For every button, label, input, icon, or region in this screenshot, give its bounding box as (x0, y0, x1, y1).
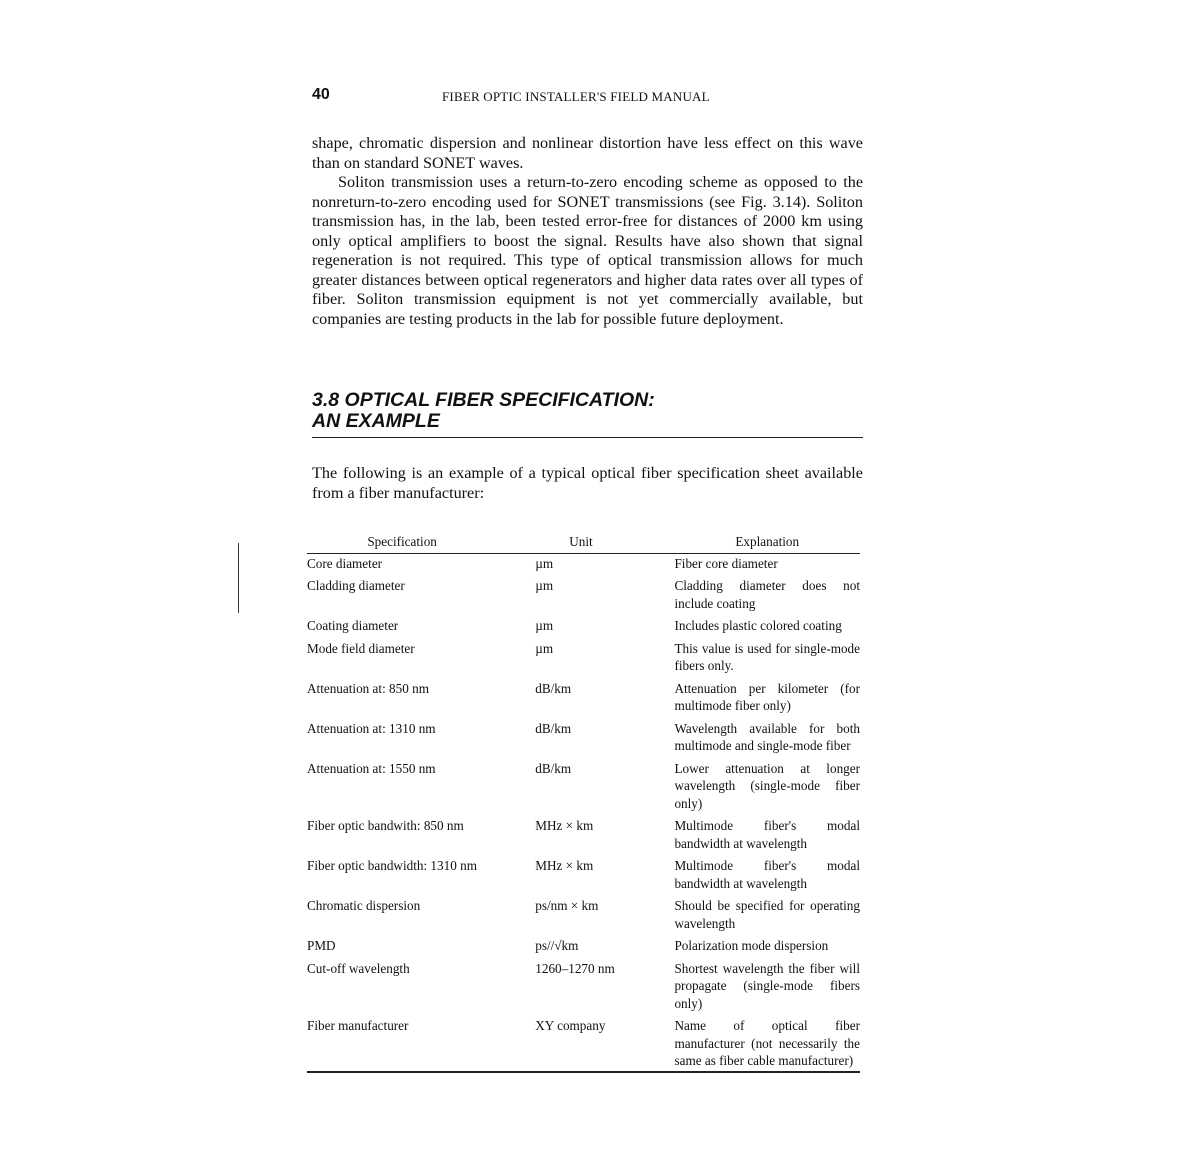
table-row (307, 897, 860, 937)
cell-explanation: Cladding diameter does not include coating (674, 578, 860, 611)
cell-explanation: Polarization mode dispersion (674, 938, 829, 953)
table-row (307, 553, 860, 577)
table-row (307, 857, 860, 897)
cell-explanation: Multimode fiber's modal bandwidth at wavelength (674, 818, 860, 851)
cell-unit: dB/km (535, 760, 572, 776)
cell-spec: Attenuation at: 850 nm (307, 680, 429, 696)
cell-explanation: Shortest wavelength the fiber will propagate (single-mode fibers only) (674, 960, 860, 1011)
cell-spec: Attenuation at: 1310 nm (307, 720, 436, 736)
cell-explanation: Fiber core diameter (674, 555, 778, 571)
cell-spec: PMD (307, 938, 336, 953)
cell-spec: Coating diameter (307, 618, 399, 633)
margin-mark (238, 543, 239, 613)
cell-explanation: Includes plastic colored coating (674, 618, 842, 633)
cell-spec: Fiber manufacturer (307, 1017, 535, 1072)
cell-spec: Attenuation at: 1550 nm (307, 760, 436, 776)
cell-unit: MHz × km (535, 818, 594, 833)
cell-explanation: Should be specified for operating wavelength (674, 898, 860, 931)
table-row (307, 720, 860, 760)
cell-explanation: Lower attenuation at longer wavelength (single-mode fiber only) (674, 760, 860, 811)
running-title: FIBER OPTIC INSTALLER'S FIELD MANUAL (442, 89, 710, 104)
cell-unit: 1260–1270 nm (535, 960, 615, 976)
table-row (307, 937, 860, 960)
section-heading (312, 390, 863, 438)
cell-explanation: This value is used for single-mode fibers only. (674, 640, 860, 673)
cell-spec: Cut-off wavelength (307, 960, 410, 976)
body-text-intro (312, 464, 863, 503)
paragraph-soliton: Soliton transmission uses a return-to-zero encoding scheme as opposed to the nonreturn-to-zero encoding used for SONET transmissions (see Fig. 3.14). Soliton transmission has, in the lab, been tested error-free for distances of 2000 km using only optical amplifiers to boost the signal. Results have also shown that signal regeneration is not required. This type of optical transmission allows for much greater distances between optical regenerators and higher data rates over all types of fiber. Soliton transmission equipment is not yet commercially available, but companies are testing products in the lab for possible future deployment. (312, 173, 863, 328)
cell-unit: µm (535, 618, 554, 633)
cell-spec: Fiber optic bandwith: 850 nm (307, 818, 464, 833)
cell-unit: ps/nm × km (535, 898, 599, 913)
cell-explanation: Wavelength available for both multimode and single-mode fiber (674, 720, 860, 753)
cell-spec: Chromatic dispersion (307, 898, 421, 913)
table-row (307, 960, 860, 1018)
cell-unit: ps//√km (535, 938, 579, 953)
section-heading-line2: AN EXAMPLE (312, 410, 440, 432)
section-heading-line1: 3.8 OPTICAL FIBER SPECIFICATION: (312, 389, 655, 411)
body-text-top (312, 134, 863, 329)
cell-spec: Mode field diameter (307, 640, 415, 656)
header-specification: Specification (307, 533, 535, 553)
paragraph-continued: shape, chromatic dispersion and nonlinear distortion have less effect on this wave than on standard SONET waves. (312, 134, 863, 172)
cell-unit: XY company (535, 1017, 674, 1072)
cell-unit: µm (535, 555, 554, 571)
header-unit: Unit (535, 533, 674, 553)
cell-unit: MHz × km (535, 858, 594, 873)
cell-spec: Cladding diameter (307, 578, 405, 593)
table-row (307, 577, 860, 617)
cell-explanation: Name of optical fiber manufacturer (not necessarily the same as fiber cable manufacturer) (674, 1017, 860, 1072)
cell-unit: dB/km (535, 680, 572, 696)
cell-explanation: Multimode fiber's modal bandwidth at wavelength (674, 858, 860, 891)
cell-spec: Fiber optic bandwidth: 1310 nm (307, 858, 477, 873)
page-number: 40 (312, 86, 330, 103)
cell-unit: µm (535, 578, 554, 593)
spec-table (307, 533, 860, 1073)
table-row (307, 617, 860, 640)
table-row (307, 760, 860, 818)
table-row (307, 817, 860, 857)
table-header-row (307, 533, 860, 553)
intro-paragraph: The following is an example of a typical optical fiber specification sheet available from a fiber manufacturer: (312, 464, 863, 502)
cell-unit: µm (535, 640, 554, 656)
table-row (307, 1017, 860, 1072)
cell-explanation: Attenuation per kilometer (for multimode fiber only) (674, 680, 860, 713)
table-row (307, 640, 860, 680)
table-row (307, 680, 860, 720)
cell-unit: dB/km (535, 720, 572, 736)
cell-spec: Core diameter (307, 555, 383, 571)
header-explanation: Explanation (674, 533, 860, 553)
